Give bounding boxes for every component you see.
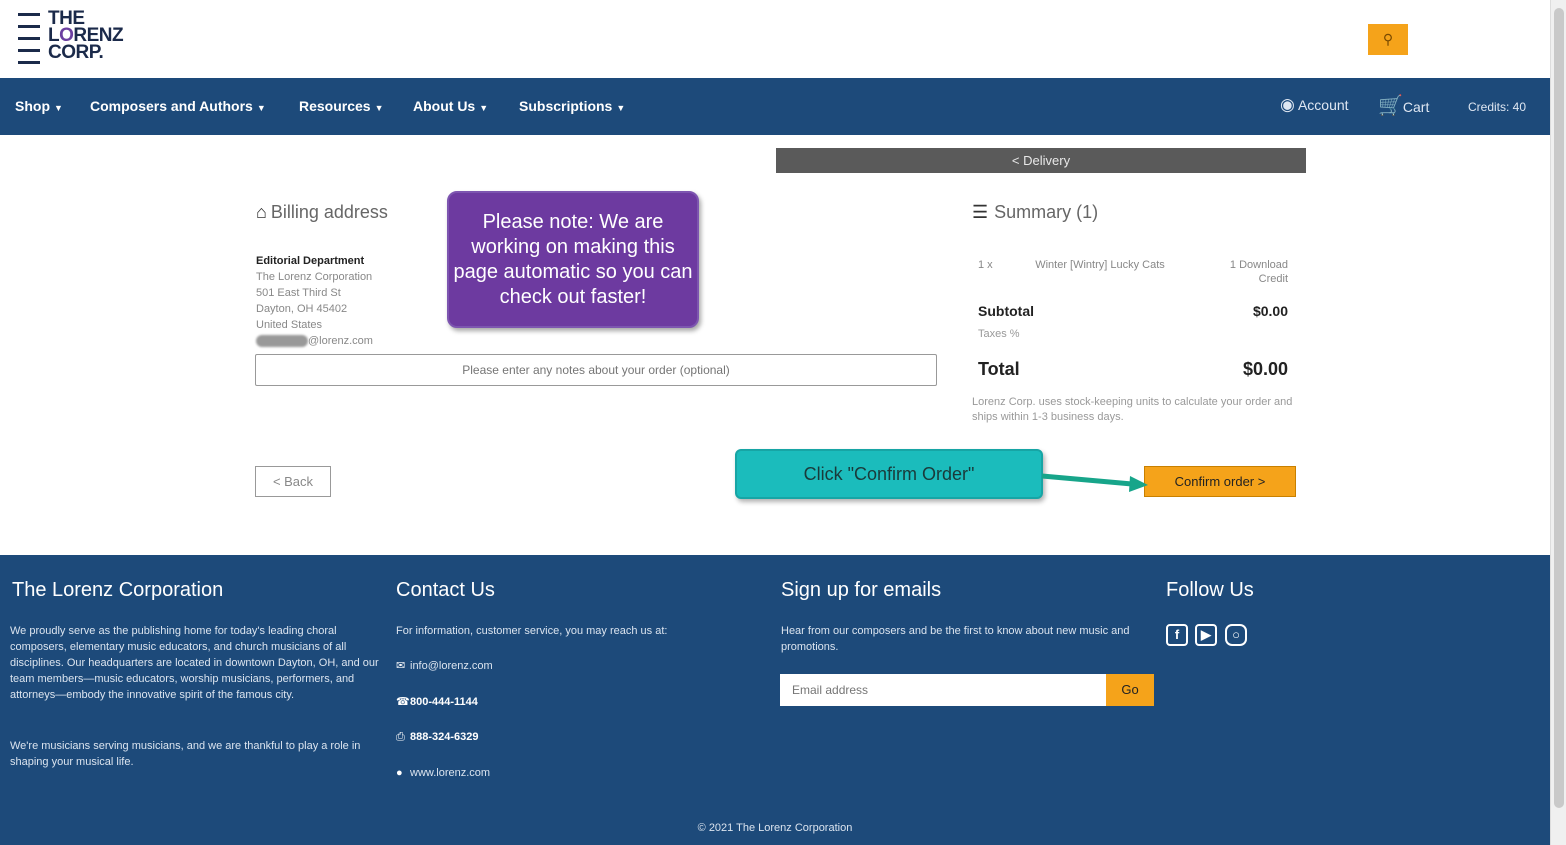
newsletter-email-input[interactable] (780, 674, 1106, 706)
chevron-down-icon: ▼ (374, 103, 384, 113)
lorenz-logo[interactable] (18, 10, 148, 68)
instagram-icon[interactable]: ○ (1225, 624, 1247, 646)
footer-contact-heading: Contact Us (396, 579, 495, 601)
chevron-down-icon: ▼ (616, 103, 626, 113)
home-icon: ⌂ (256, 202, 267, 222)
address-name: Editorial Department (256, 255, 365, 267)
nav-cart[interactable]: 🛒Cart (1378, 95, 1430, 117)
summary-item-name[interactable]: Winter [Wintry] Lucky Cats (1035, 259, 1165, 271)
site-footer (0, 555, 1550, 845)
facebook-icon[interactable]: f (1166, 624, 1188, 646)
tutorial-note-callout: Please note: We are working on making this page automatic so you can check out faster! (447, 191, 699, 328)
back-button[interactable]: < Back (255, 466, 331, 497)
footer-email-intro: Hear from our composers and be the first to know about new music and promotions. (781, 625, 1130, 653)
nav-about[interactable]: About Us ▼ (413, 98, 489, 114)
address-line: Dayton, OH 45402 (256, 303, 348, 315)
summary-item-qty: 1 x (978, 259, 993, 271)
confirm-order-button[interactable]: Confirm order > (1144, 466, 1296, 497)
globe-icon: ● (396, 767, 403, 779)
site-header (0, 0, 1550, 78)
copyright-text: © 2021 The Lorenz Corporation (697, 822, 853, 834)
address-email: @lorenz.com (256, 333, 373, 349)
taxes-label: Taxes % (978, 328, 1020, 340)
billing-address-block (256, 253, 373, 349)
newsletter-go-button[interactable]: Go (1106, 674, 1154, 706)
footer-email-heading: Sign up for emails (781, 579, 942, 601)
delivery-tab-bar[interactable]: < Delivery (776, 148, 1306, 173)
chevron-down-icon: ▼ (479, 103, 489, 113)
logo-text: THE LORENZ CORP. (48, 8, 124, 63)
youtube-icon[interactable]: ▶ (1195, 624, 1217, 646)
account-icon: ◉ (1280, 95, 1295, 114)
footer-contact-phone[interactable]: ☎800-444-1144 (396, 696, 478, 708)
nav-credits: Credits: 40 (1468, 100, 1527, 114)
nav-resources[interactable]: Resources ▼ (299, 98, 384, 114)
scrollbar-thumb[interactable] (1554, 8, 1564, 808)
fax-icon: ⎙ (396, 731, 405, 743)
list-icon: ☰ (972, 202, 989, 222)
footer-company-text-2: We're musicians serving musicians, and we are thankful to play a role in shaping your musical life. (10, 740, 361, 768)
footer-company-heading: The Lorenz Corporation (12, 579, 224, 601)
pointer-arrow-icon (1040, 466, 1150, 496)
envelope-icon: ✉ (396, 660, 406, 672)
summary-footnote: Lorenz Corp. uses stock-keeping units to calculate your order and ships within 1-3 business days. (972, 396, 1293, 423)
main-nav (0, 78, 1550, 135)
total-value: $0.00 (1242, 359, 1288, 379)
redacted-email (256, 335, 308, 347)
summary-item-price: 1 Download Credit (1229, 259, 1288, 285)
footer-follow-heading: Follow Us (1166, 579, 1254, 601)
subtotal-label: Subtotal (978, 303, 1034, 319)
billing-address-heading: ⌂ Billing address (256, 202, 388, 222)
order-notes-input[interactable] (255, 354, 937, 386)
subtotal-value: $0.00 (1252, 303, 1288, 319)
chevron-down-icon: ▼ (54, 103, 63, 113)
nav-account[interactable]: ◉ Account (1280, 95, 1349, 114)
click-confirm-callout: Click "Confirm Order" (735, 449, 1043, 499)
footer-contact-fax[interactable]: ⎙ 888-324-6329 (396, 731, 479, 743)
nav-composers[interactable]: Composers and Authors ▼ (90, 98, 266, 114)
nav-subscriptions[interactable]: Subscriptions ▼ (519, 98, 626, 114)
address-line: United States (256, 319, 323, 331)
address-line: 501 East Third St (256, 287, 341, 299)
footer-company-text: We proudly serve as the publishing home for today's leading choral composers, elementary music educators, and church musicians of all disciplines. Our headquarters are located in downtown Dayton, OH, and our team members—music educators, worship musicians, performers, and attorneys—embody the innovative spirit of the famous city. (10, 625, 379, 701)
address-line: The Lorenz Corporation (256, 271, 373, 283)
footer-contact-intro: For information, customer service, you may reach us at: (396, 625, 668, 637)
footer-contact-web[interactable]: ● www.lorenz.com (396, 767, 491, 779)
cart-icon: 🛒 (1378, 95, 1403, 117)
footer-contact-email[interactable]: ✉ info@lorenz.com (396, 660, 493, 672)
page-scrollbar[interactable] (1550, 0, 1566, 845)
search-icon: ⚲ (1382, 31, 1394, 47)
search-button[interactable] (1368, 24, 1408, 55)
chevron-down-icon: ▼ (256, 103, 266, 113)
phone-icon: ☎ (396, 696, 410, 708)
nav-shop[interactable]: Shop ▼ (15, 98, 63, 114)
total-label: Total (978, 359, 1020, 379)
summary-heading: ☰ Summary (1) (972, 202, 1099, 222)
